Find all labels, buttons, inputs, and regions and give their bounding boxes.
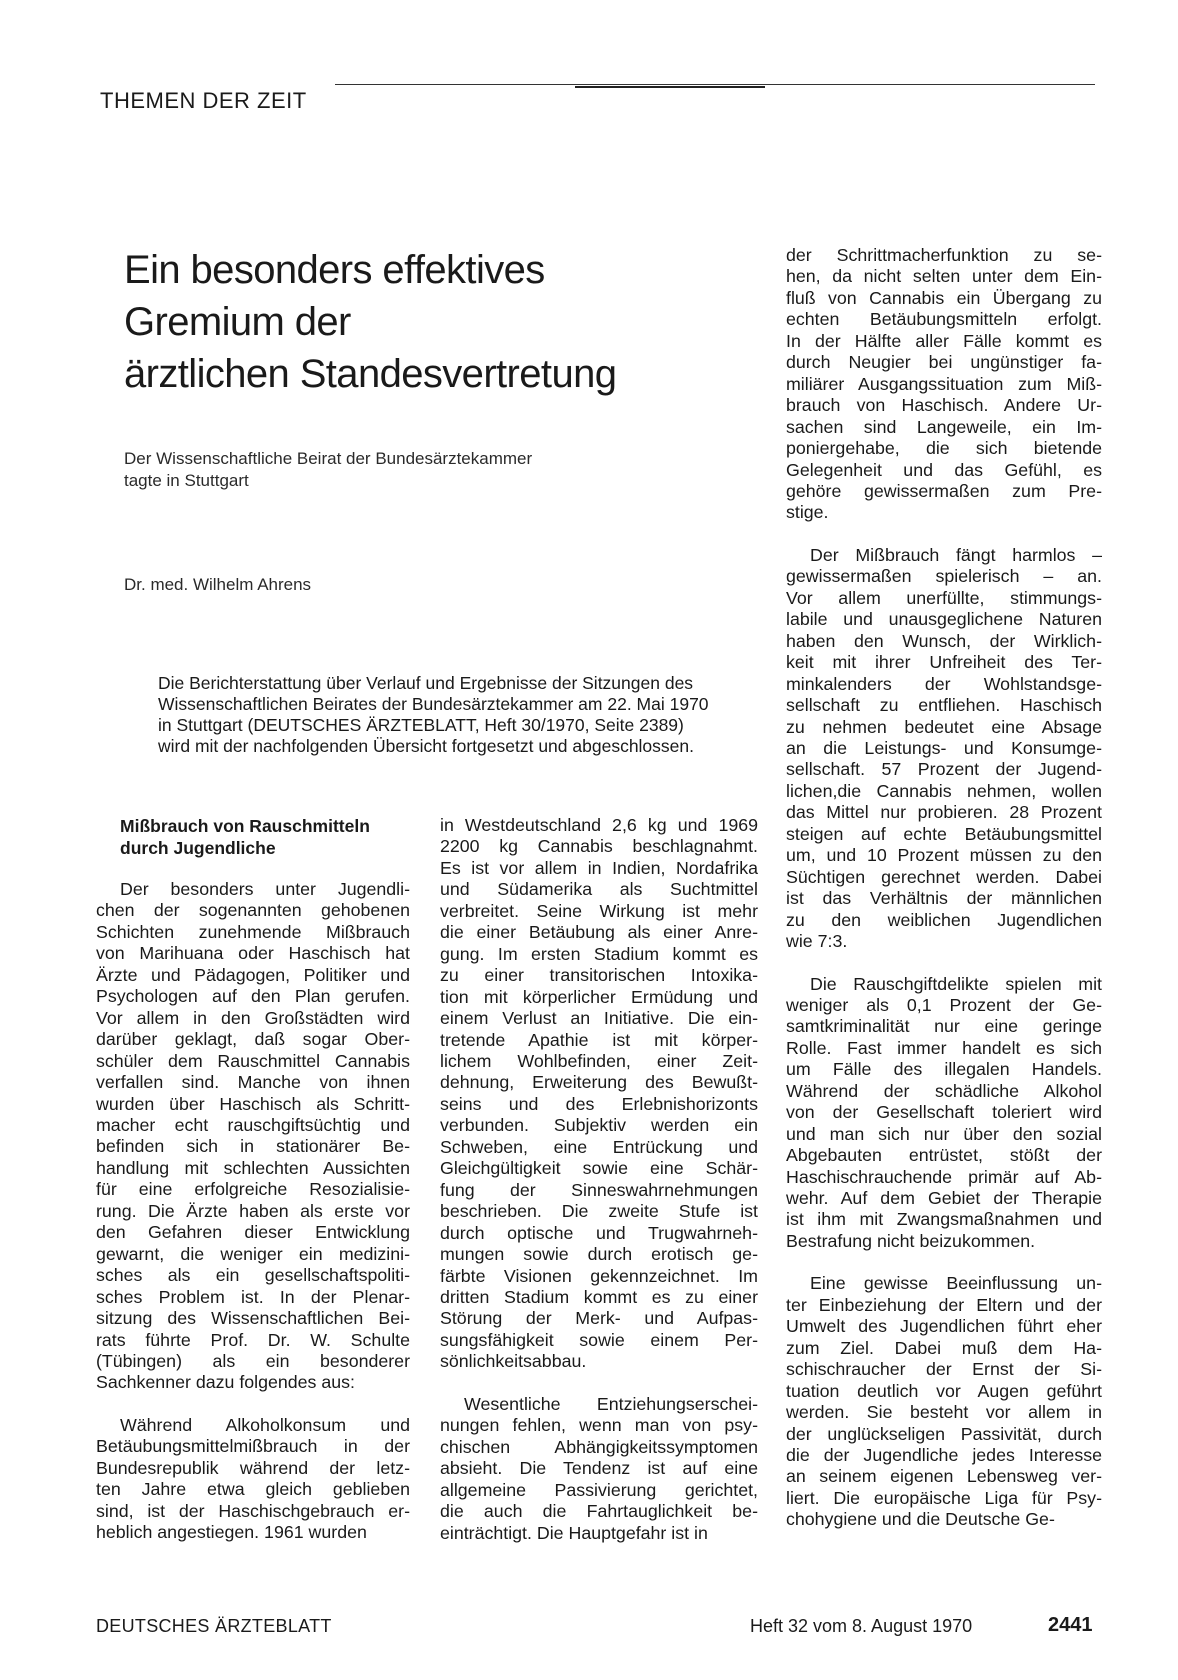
paragraph <box>786 545 1102 953</box>
text-line: labile und unausgeglichene Naturen <box>786 609 1102 630</box>
column-3 <box>786 245 1102 1531</box>
text-line: zu nehmen bedeutet eine Absage <box>786 716 1102 737</box>
article-author: Dr. med. Wilhelm Ahrens <box>124 575 312 594</box>
text-line: Während Alkoholkonsum und <box>120 1414 410 1435</box>
text-line: Bestrafung nicht beizukommen. <box>786 1230 1036 1251</box>
text-line: poniergehabe, die sich bietende <box>786 438 1102 459</box>
text-line: Betäubungsmittelmißbrauch in der <box>96 1436 410 1457</box>
text-line: Bundesrepublik während der letz- <box>96 1457 410 1478</box>
text-line: steigen auf echte Betäubungsmittel <box>786 823 1102 844</box>
page-number: 2441 <box>1048 1614 1093 1636</box>
text-line: sungsfähigkeit sowie einem Per- <box>440 1329 758 1350</box>
text-line: verbunden. Subjektiv werden ein <box>440 1115 758 1136</box>
article-intro <box>158 673 756 757</box>
text-line: Wesentliche Entziehungserschei- <box>464 1393 758 1414</box>
text-line: verbreitet. Seine Wirkung ist mehr <box>440 900 758 921</box>
text-line: brauch von Haschisch. Andere Ur- <box>786 395 1102 416</box>
header-rule <box>335 84 1095 85</box>
intro-line: in Stuttgart (DEUTSCHES ÄRZTEBLATT, Heft 30/1970, Seite 2389) <box>158 715 684 735</box>
text-line: wurden über Haschisch als Schritt- <box>96 1093 410 1114</box>
subtitle-line: Der Wissenschaftliche Beirat der Bundesärztekammer <box>124 449 533 468</box>
text-line: ter Einbeziehung der Eltern und der <box>786 1294 1102 1315</box>
text-line: Der Mißbrauch fängt harmlos – <box>810 544 1102 565</box>
text-line: Störung der Merk- und Aufpas- <box>440 1308 758 1329</box>
article-title <box>124 244 744 400</box>
text-line: minkalenders der Wohlstandsge- <box>786 673 1102 694</box>
text-line: schischraucher der Ernst der Si- <box>786 1359 1102 1380</box>
text-line: keit mit ihrer Unfreiheit des Ter- <box>786 652 1102 673</box>
text-line: einem Verlust an Initiative. Die ein- <box>440 1008 758 1029</box>
intro-line: Die Berichterstattung über Verlauf und Ergebnisse der Sitzungen des <box>158 673 694 693</box>
paragraph <box>786 1273 1102 1530</box>
intro-line: wird mit der nachfolgenden Übersicht fortgesetzt und abgeschlossen. <box>158 736 694 756</box>
text-line: ten Jahre etwa gleich geblieben <box>96 1479 410 1500</box>
text-line: Süchtigen gerechnet werden. Dabei <box>786 866 1102 887</box>
paragraph <box>440 1394 758 1544</box>
text-line: Schweben, eine Entrückung und <box>440 1136 758 1157</box>
text-line: fluß von Cannabis ein Übergang zu <box>786 287 1102 308</box>
text-line: der Schrittmacherfunktion zu se- <box>786 245 1102 265</box>
section-heading <box>120 815 410 859</box>
text-line: heblich angestiegen. 1961 wurden <box>96 1522 367 1543</box>
text-line: sches Problem ist. In der Plenar- <box>96 1286 410 1307</box>
text-line: wie 7:3. <box>786 931 848 952</box>
text-line: chischen Abhängigkeitssymptomen <box>440 1436 758 1457</box>
text-line: (Tübingen) als ein besonderer <box>96 1350 410 1371</box>
text-line: Während der schädliche Alkohol <box>786 1080 1102 1101</box>
text-line: zu den weiblichen Jugendlichen <box>786 909 1102 930</box>
text-line: die der Jugendliche jedes Interesse <box>786 1445 1102 1466</box>
text-line: rung. Die Ärzte haben als erste vor <box>96 1200 410 1221</box>
text-line: stige. <box>786 502 829 523</box>
title-line: Ein besonders effektives <box>124 248 545 292</box>
text-line: Der besonders unter Jugendli- <box>120 879 410 899</box>
text-line: rats führte Prof. Dr. W. Schulte <box>96 1329 410 1350</box>
text-line: Vor allem in den Großstädten wird <box>96 1007 410 1028</box>
text-line: Abgebauten entrüstet, stößt der <box>786 1145 1102 1166</box>
text-line: ist ihm mit Zwangsmaßnahmen und <box>786 1209 1102 1230</box>
section-heading-line: Mißbrauch von Rauschmitteln <box>120 816 370 836</box>
text-line: sitzung des Wissenschaftlichen Bei- <box>96 1308 410 1329</box>
text-line: Gelegenheit und das Gefühl, es <box>786 459 1102 480</box>
text-line: ist das Verhältnis der männlichen <box>786 888 1102 909</box>
text-line: Vor allem unerfüllte, stimmungs- <box>786 587 1102 608</box>
text-line: haben den Wunsch, der Wirklich- <box>786 630 1102 651</box>
text-line: sellschaft. 57 Prozent der Jugend- <box>786 759 1102 780</box>
text-line: tretende Apathie ist mit körper- <box>440 1029 758 1050</box>
text-line: fung der Sinneswahrnehmungen <box>440 1179 758 1200</box>
text-line: sönlichkeitsabbau. <box>440 1351 587 1372</box>
text-line: der unglückseligen Passivität, durch <box>786 1423 1102 1444</box>
column-2 <box>440 815 758 1544</box>
text-line: Gleichgültigkeit sowie eine Schär- <box>440 1158 758 1179</box>
text-line: sches als ein gesellschaftspoliti- <box>96 1265 410 1286</box>
text-line: gehöre gewissermaßen zum Pre- <box>786 480 1102 501</box>
text-line: samtkriminalität nur eine geringe <box>786 1016 1102 1037</box>
text-line: gung. Im ersten Stadium kommt es <box>440 943 758 964</box>
section-heading-line: durch Jugendliche <box>120 838 276 858</box>
text-line: dehnung, Erweiterung des Bewußt- <box>440 1072 758 1093</box>
text-line: weniger als 0,1 Prozent der Ge- <box>786 994 1102 1015</box>
text-line: Ärzte und Pädagogen, Politiker und <box>96 964 410 985</box>
text-line: an die Leistungs- und Konsumge- <box>786 737 1102 758</box>
text-line: um, und 10 Prozent müssen zu den <box>786 845 1102 866</box>
text-line: die auch die Fahrtauglichkeit be- <box>440 1501 758 1522</box>
text-line: miliärer Ausgangssituation zum Miß- <box>786 373 1102 394</box>
text-line: seins und des Erlebnishorizonts <box>440 1093 758 1114</box>
paragraph <box>786 974 1102 1253</box>
text-line: In der Hälfte aller Fälle kommt es <box>786 330 1102 351</box>
text-line: Haschischrauchende primär auf Ab- <box>786 1166 1102 1187</box>
text-line: schüler dem Rauschmittel Cannabis <box>96 1050 410 1071</box>
paragraph <box>96 1415 410 1544</box>
text-line: dritten Stadium kommt es zu einer <box>440 1286 758 1307</box>
text-line: für eine erfolgreiche Resozialisie- <box>96 1179 410 1200</box>
text-line: zum Ziel. Dabei muß dem Ha- <box>786 1337 1102 1358</box>
text-line: Umwelt des Jugendlichen führt eher <box>786 1316 1102 1337</box>
text-line: an seinem eigenen Lebensweg ver- <box>786 1466 1102 1487</box>
text-line: Schichten zunehmende Mißbrauch <box>96 921 410 942</box>
text-line: allgemeine Passivierung gerichtet, <box>440 1479 758 1500</box>
text-line: gewissermaßen spielerisch – an. <box>786 566 1102 587</box>
text-line: zu einer transitorischen Intoxika- <box>440 965 758 986</box>
text-line: lichem Wohlbefinden, einer Zeit- <box>440 1050 758 1071</box>
text-line: chen der sogenannten gehobenen <box>96 900 410 921</box>
text-line: durch Neugier bei ungünstiger fa- <box>786 352 1102 373</box>
paragraph <box>786 245 1102 524</box>
footer-publication: DEUTSCHES ÄRZTEBLATT <box>96 1616 332 1636</box>
text-line: absieht. Die Tendenz ist auf eine <box>440 1458 758 1479</box>
text-line: gewarnt, die weniger ein medizini- <box>96 1243 410 1264</box>
text-line: beschrieben. Die zweite Stufe ist <box>440 1201 758 1222</box>
title-line: Gremium der <box>124 300 351 344</box>
article-subtitle <box>124 448 644 492</box>
text-line: die einer Betäubung als einer Anre- <box>440 922 758 943</box>
text-line: das Mittel nur probieren. 28 Prozent <box>786 802 1102 823</box>
text-line: nungen fehlen, wenn man von psy- <box>440 1415 758 1436</box>
footer-issue: Heft 32 vom 8. August 1970 <box>750 1616 973 1636</box>
text-line: in Westdeutschland 2,6 kg und 1969 <box>440 815 758 835</box>
text-line: befinden sich in stationärer Be- <box>96 1136 410 1157</box>
text-line: lichen,die Cannabis nehmen, wollen <box>786 780 1102 801</box>
text-line: sind, ist der Haschischgebrauch er- <box>96 1500 410 1521</box>
text-line: echten Betäubungsmitteln erfolgt. <box>786 309 1102 330</box>
text-line: wehr. Auf dem Gebiet der Therapie <box>786 1188 1102 1209</box>
text-line: färbte Visionen gekennzeichnet. Im <box>440 1265 758 1286</box>
paragraph <box>96 879 410 1394</box>
title-line: ärztlichen Standesvertretung <box>124 352 617 396</box>
header-rule-accent <box>575 86 765 88</box>
text-line: Psychologen auf den Plan gerufen. <box>96 986 410 1007</box>
text-line: handlung mit schlechten Aussichten <box>96 1157 410 1178</box>
paragraph <box>440 815 758 1373</box>
section-label: THEMEN DER ZEIT <box>100 88 307 113</box>
text-line: Rolle. Fast immer handelt es sich <box>786 1037 1102 1058</box>
subtitle-line: tagte in Stuttgart <box>124 471 249 490</box>
text-line: einträchtigt. Die Hauptgefahr ist in <box>440 1522 708 1543</box>
text-line: sachen sind Langeweile, ein Im- <box>786 416 1102 437</box>
text-line: um Fälle des illegalen Handels. <box>786 1059 1102 1080</box>
text-line: Es ist vor allem in Indien, Nordafrika <box>440 857 758 878</box>
text-line: Eine gewisse Beeinflussung un- <box>810 1273 1102 1294</box>
text-line: tion mit körperlicher Ermüdung und <box>440 986 758 1007</box>
text-line: durch optische und Trugwahrneh- <box>440 1222 758 1243</box>
text-line: und Südamerika als Suchtmittel <box>440 879 758 900</box>
text-line: hen, da nicht selten unter dem Ein- <box>786 266 1102 287</box>
text-line: tuation deutlich vor Augen geführt <box>786 1380 1102 1401</box>
column-1 <box>96 815 410 1544</box>
text-line: von der Gesellschaft toleriert wird <box>786 1102 1102 1123</box>
text-line: Sachkenner dazu folgendes aus: <box>96 1372 356 1393</box>
text-line: liert. Die europäische Liga für Psy- <box>786 1487 1102 1508</box>
text-line: mungen sowie durch erotisch ge- <box>440 1244 758 1265</box>
text-line: sellschaft zu entfliehen. Haschisch <box>786 695 1102 716</box>
text-line: und man sich nur über den sozial <box>786 1123 1102 1144</box>
text-line: darüber geklagt, daß sogar Ober- <box>96 1029 410 1050</box>
text-line: werden. Sie besteht vor allem in <box>786 1402 1102 1423</box>
text-line: chohygiene und die Deutsche Ge- <box>786 1509 1055 1530</box>
intro-line: Wissenschaftlichen Beirates der Bundesärztekammer am 22. Mai 1970 <box>158 694 709 714</box>
text-line: verfallen sind. Manche von ihnen <box>96 1072 410 1093</box>
text-line: Die Rauschgiftdelikte spielen mit <box>810 973 1102 994</box>
text-line: von Marihuana oder Haschisch hat <box>96 943 410 964</box>
text-line: den Gefahren dieser Entwicklung <box>96 1222 410 1243</box>
text-line: macher echt rauschgiftsüchtig und <box>96 1114 410 1135</box>
text-line: 2200 kg Cannabis beschlagnahmt. <box>440 836 758 857</box>
